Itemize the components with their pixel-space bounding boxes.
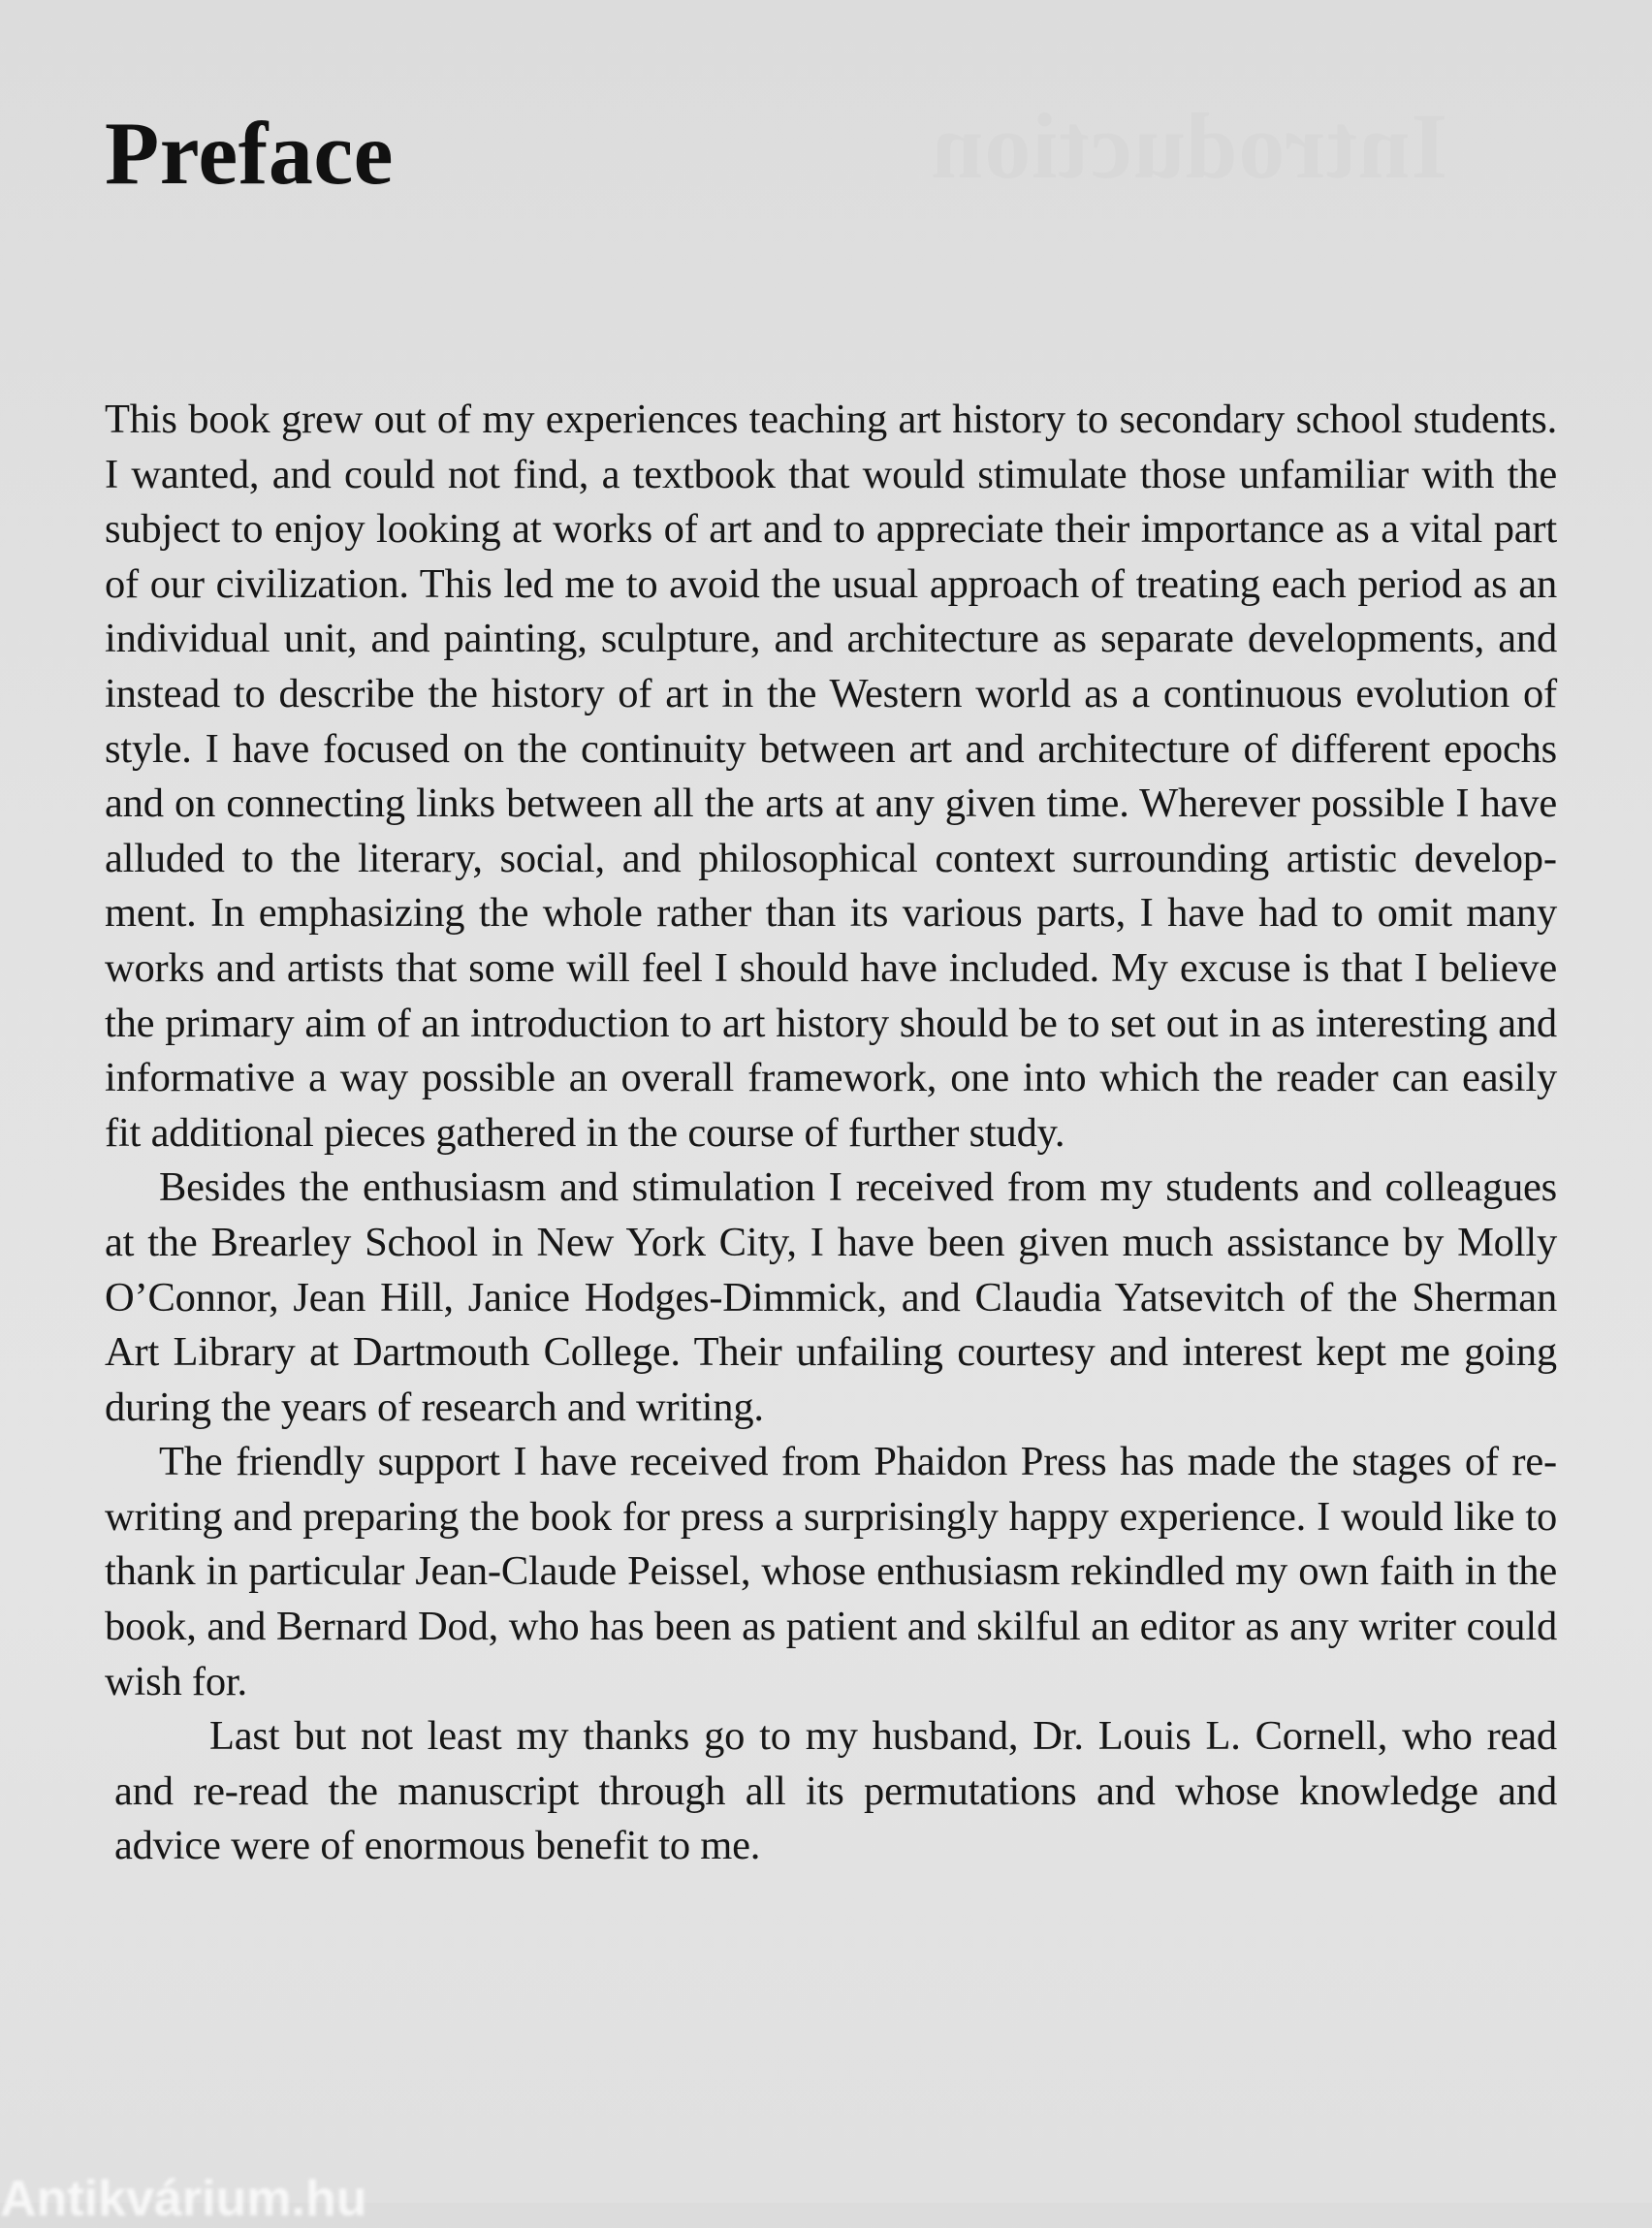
page-title: Preface [105, 104, 395, 203]
preface-body [105, 393, 1557, 1874]
bleed-through-heading: Introduction [931, 94, 1448, 198]
paragraph-4: Last but not least my thanks go to my husband, Dr. Louis L. Cornell, who read and re-read the manuscript through all its permutations and whose knowledge and advice were of enormous benefit to me. [114, 1713, 1557, 1869]
paragraph-1: This book grew out of my experiences teaching art history to secondary school students. I wanted, and could not find, a textbook that would stimulate those unfamiliar with the subject to enjoy looking at works of art and to appreciate their importance as a vital part of our civilization. This led me to avoid the usual approach of treating each period as an individual unit, and painting, sculpture, and architecture as separate developments, and instead to describe the history of art in the Western world as a continuous evolution of style. I have focused on the continuity between art and architecture of different epochs and on connecting links between all the arts at any given time. Wherever possible I have alluded to the literary, social, and philosophical context surrounding artistic development. In emphasizing the whole rather than its various parts, I have had to omit many works and artists that some will feel I should have included. My excuse is that I believe the primary aim of an introduction to art history should be to set out in as interesting and informative a way possible an overall framework, one into which the reader can easily fit additional pieces gathered in the course of further study. [105, 397, 1557, 1156]
paragraph-3: The friendly support I have received from Phaidon Press has made the stages of re-writing and preparing the book for press a surprisingly happy experience. I would like to thank in particular Jean-Claude Peissel, whose enthusiasm rekindled my own faith in the book, and Bernard Dod, who has been as patient and skilful an editor as any writer could wish for. [105, 1439, 1557, 1704]
paragraph-2: Besides the enthusiasm and stimulation I received from my students and colleagues at the Brearley School in New York City, I have been given much assistance by Molly O’Connor, Jean Hill, Janice Hodges-Dimmick, and Claudia Yatsevitch of the Sherman Art Library at Dartmouth College. Their unfailing courtesy and interest kept me going during the years of research and writing. [105, 1164, 1557, 1430]
watermark: Antikvárium.hu [0, 2171, 367, 2227]
